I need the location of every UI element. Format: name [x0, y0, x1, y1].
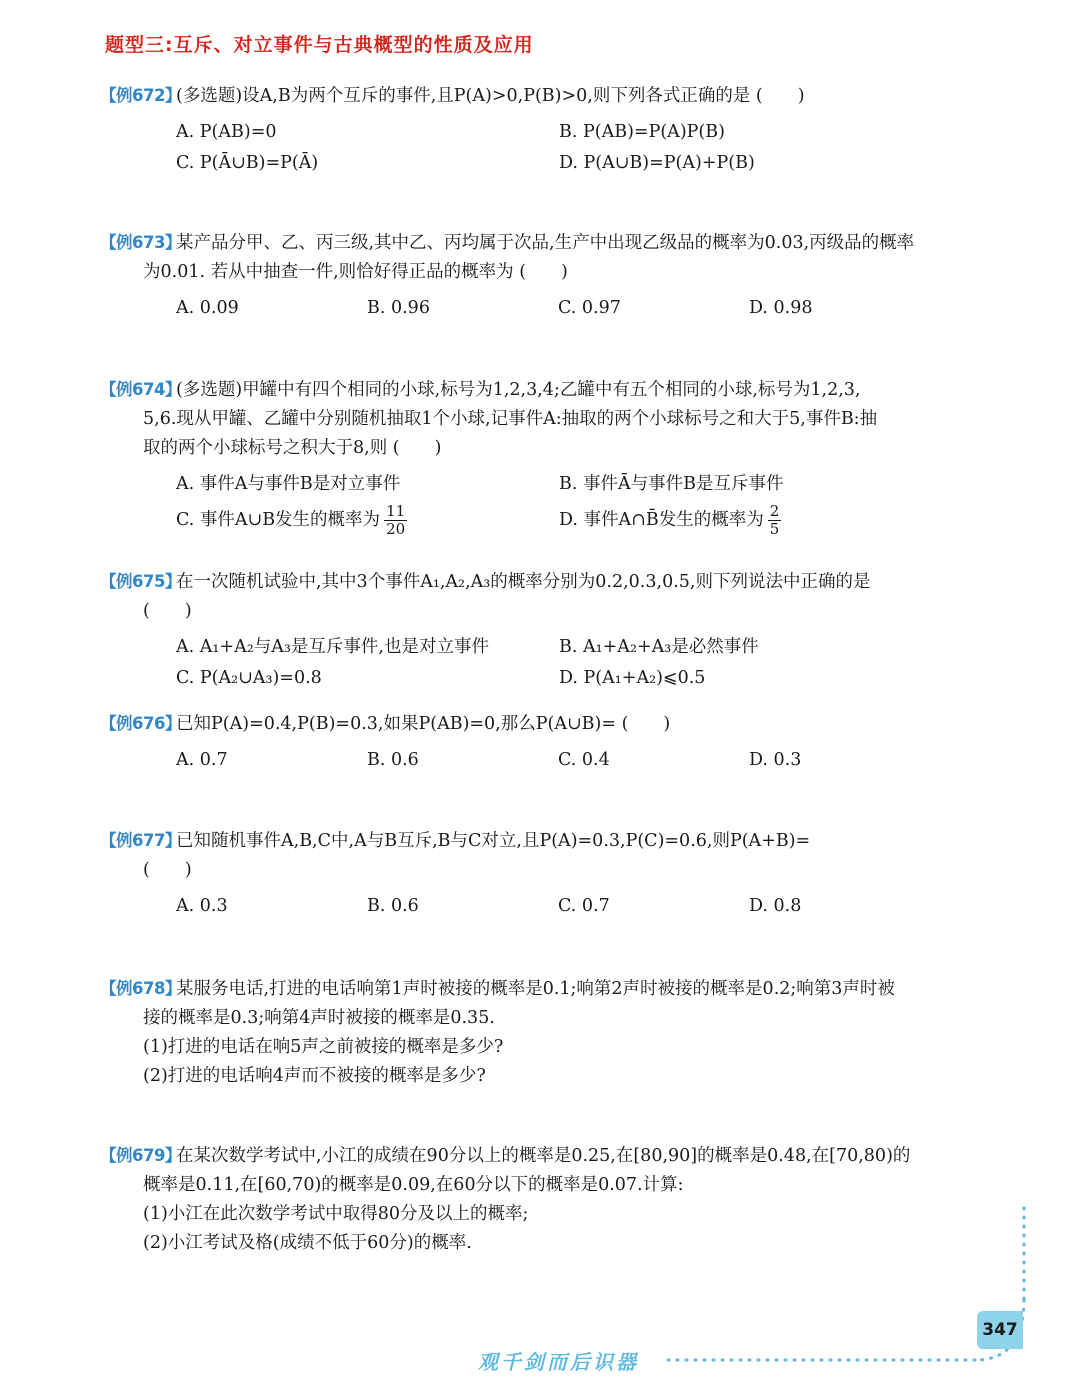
page-number: 347 [977, 1311, 1023, 1349]
option-b: B. 事件Ā与事件B是互斥事件 [559, 474, 784, 494]
option-d: D. 0.3 [749, 750, 802, 770]
option-text: C. 事件A∪B发生的概率为 [176, 510, 381, 530]
section-title: 题型三:互斥、对立事件与古典概型的性质及应用 [105, 34, 534, 56]
question-text: 已知随机事件A,B,C中,A与B互斥,B与C对立,且P(A)=0.3,P(C)=0.6,则P(A+B)= [176, 831, 811, 851]
question-text: 为0.01. 若从中抽查一件,则恰好得正品的概率为 ( ) [143, 262, 568, 282]
option-c: C. 0.7 [558, 896, 610, 916]
option-b: B. 0.6 [367, 750, 419, 770]
question-text: 某服务电话,打进的电话响第1声时被接的概率是0.1;响第2声时被接的概率是0.2;响第3声时被 [176, 979, 895, 999]
question-text: ( ) [143, 601, 192, 621]
fraction-denominator: 20 [386, 520, 406, 538]
option-b: B. 0.6 [367, 896, 419, 916]
option-a: A. 0.7 [176, 750, 228, 770]
question-text: 概率是0.11,在[60,70)的概率是0.09,在60分以下的概率是0.07.计算: [143, 1175, 684, 1195]
option-a: A. 0.09 [176, 298, 239, 318]
question-text: ( ) [143, 860, 192, 880]
option-d: D. 0.8 [749, 896, 802, 916]
sub-question-1: (1)小江在此次数学考试中取得80分及以上的概率; [143, 1204, 529, 1224]
option-a: A. 事件A与事件B是对立事件 [176, 474, 401, 494]
question-tag: 【例677】 [100, 831, 181, 850]
option-c: C. 0.4 [558, 750, 610, 770]
option-text: D. 事件A∩B̄发生的概率为 [559, 510, 764, 530]
option-d: D. P(A₁+A₂)⩽0.5 [559, 668, 706, 688]
question-text: 接的概率是0.3;响第4声时被接的概率是0.35. [143, 1008, 495, 1028]
question-tag: 【例679】 [100, 1146, 181, 1165]
option-b: B. 0.96 [367, 298, 430, 318]
fraction-numerator: 11 [386, 502, 406, 520]
fraction-denominator: 5 [769, 520, 780, 538]
question-text: 在一次随机试验中,其中3个事件A₁,A₂,A₃的概率分别为0.2,0.3,0.5,则下列说法中正确的是 [176, 572, 871, 592]
question-text: 取的两个小球标号之积大于8,则 ( ) [143, 438, 442, 458]
question-tag: 【例675】 [100, 572, 181, 591]
sub-question-2: (2)打进的电话响4声而不被接的概率是多少? [143, 1066, 486, 1086]
question-tag: 【例678】 [100, 979, 181, 998]
option-a: A. P(AB)=0 [176, 122, 277, 142]
sub-question-1: (1)打进的电话在响5声之前被接的概率是多少? [143, 1037, 504, 1057]
question-text: (多选题)甲罐中有四个相同的小球,标号为1,2,3,4;乙罐中有五个相同的小球,标号为1,2,3, [176, 380, 861, 400]
question-text: (多选题)设A,B为两个互斥的事件,且P(A)>0,P(B)>0,则下列各式正确的是 ( ) [176, 86, 805, 106]
sub-question-2: (2)小江考试及格(成绩不低于60分)的概率. [143, 1233, 472, 1253]
question-text: 某产品分甲、乙、丙三级,其中乙、丙均属于次品,生产中出现乙级品的概率为0.03,丙级品的概率 [176, 233, 915, 253]
option-c: C. P(Ā∪B)=P(Ā) [176, 153, 319, 173]
option-d: D. P(A∪B)=P(A)+P(B) [559, 153, 755, 173]
question-text: 已知P(A)=0.4,P(B)=0.3,如果P(AB)=0,那么P(A∪B)= ( ) [176, 714, 671, 734]
question-tag: 【例674】 [100, 380, 181, 399]
option-d: D. 0.98 [749, 298, 813, 318]
option-c: C. 0.97 [558, 298, 621, 318]
question-text: 5,6.现从甲罐、乙罐中分别随机抽取1个小球,记事件A:抽取的两个小球标号之和大于5,事件B:抽 [143, 409, 878, 429]
option-b: B. A₁+A₂+A₃是必然事件 [559, 637, 759, 657]
option-a: A. 0.3 [176, 896, 228, 916]
footer-motto: 观千剑而后识器 [478, 1350, 639, 1374]
fraction-numerator: 2 [769, 502, 780, 520]
option-b: B. P(AB)=P(A)P(B) [559, 122, 725, 142]
question-text: 在某次数学考试中,小江的成绩在90分以上的概率是0.25,在[80,90]的概率是0.48,在[70,80)的 [176, 1146, 911, 1166]
question-tag: 【例673】 [100, 233, 181, 252]
option-a: A. A₁+A₂与A₃是互斥事件,也是对立事件 [176, 637, 489, 657]
question-tag: 【例676】 [100, 714, 181, 733]
option-c: C. P(A₂∪A₃)=0.8 [176, 668, 322, 688]
question-tag: 【例672】 [100, 86, 181, 105]
